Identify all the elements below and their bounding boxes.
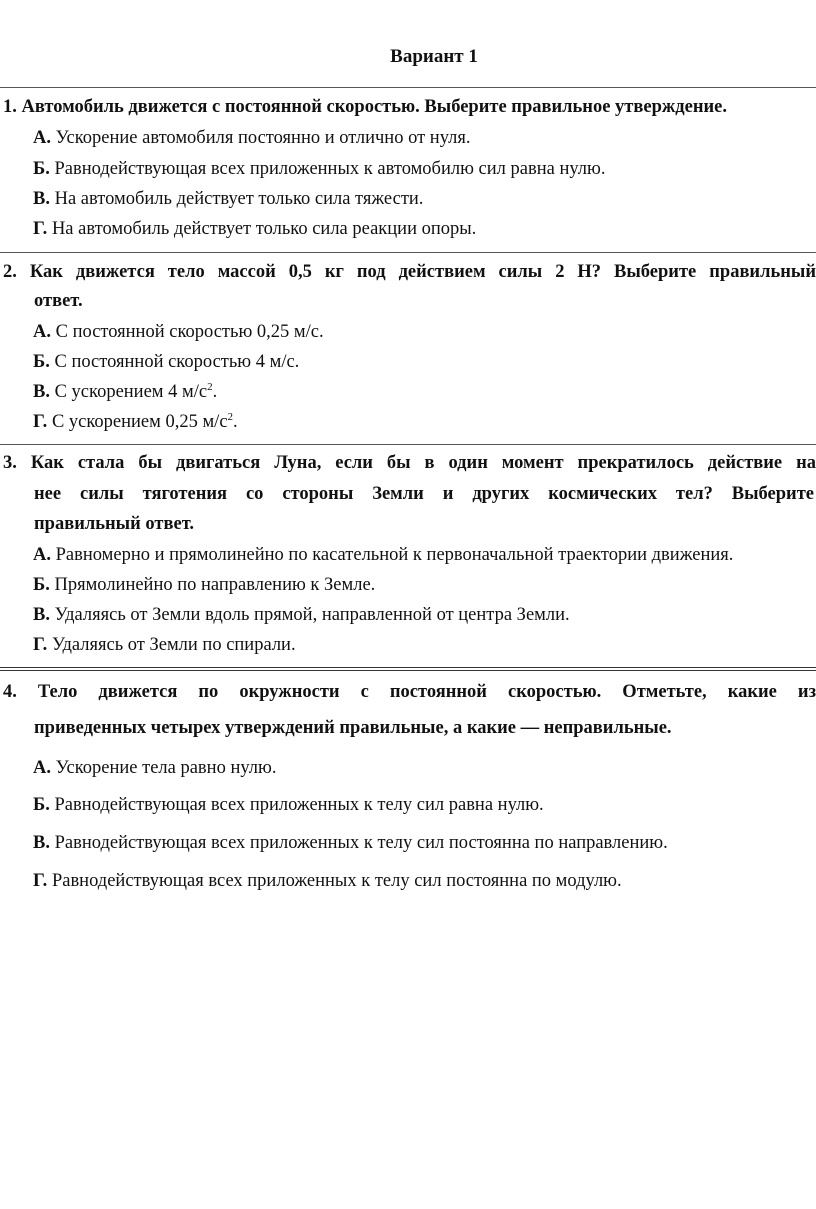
option-letter: В. (33, 189, 50, 209)
answer-option (33, 215, 476, 243)
option-letter: Б. (33, 352, 50, 372)
question-4 (3, 678, 816, 706)
option-text: На автомобиль действует только сила тяжести. (54, 189, 424, 209)
question-3 (3, 449, 816, 477)
question-text: Автомобиль движется с постоянной скоростью. Выберите правильное утверждение. (21, 97, 728, 117)
question-number: 3. (3, 453, 17, 473)
option-text: Прямолинейно по направлению к Земле. (54, 575, 376, 595)
question-number: 1. (3, 97, 17, 117)
option-tail: . (212, 382, 218, 402)
option-letter: Г. (33, 219, 48, 239)
option-text: Равномерно и прямолинейно по касательной к первоначальной траектории движения. (55, 545, 734, 565)
question-text-line-2: ответ. (34, 291, 83, 311)
option-letter: В. (33, 605, 50, 625)
page-title: Вариант 1 (390, 46, 478, 67)
answer-option (33, 791, 544, 819)
question-1 (3, 93, 816, 121)
option-letter: Г. (33, 635, 48, 655)
option-text: Равнодействующая всех приложенных к телу сил постоянна по модулю. (51, 871, 622, 891)
answer-option (33, 829, 668, 857)
answer-option (33, 541, 733, 569)
option-letter: А. (33, 758, 51, 778)
option-text: На автомобиль действует только сила реакции опоры. (51, 219, 477, 239)
option-letter: В. (33, 382, 50, 402)
option-letter: А. (33, 545, 51, 565)
question-number: 4. (3, 682, 17, 702)
question-text-line-2: нее силы тяготения со стороны Земли и других космических тел? Выберите (34, 484, 814, 504)
option-tail: . (233, 412, 238, 432)
answer-option (33, 348, 299, 376)
option-letter: В. (33, 833, 50, 853)
answer-option (33, 754, 276, 782)
question-text-line-3: правильный ответ. (34, 514, 195, 534)
answer-option (33, 185, 423, 213)
option-letter: Б. (33, 575, 50, 595)
option-text: Равнодействующая всех приложенных к телу сил равна нулю. (54, 795, 544, 815)
option-letter: А. (33, 128, 51, 148)
option-text: С ускорением 4 м/с (54, 382, 208, 402)
option-letter: Г. (33, 412, 48, 432)
option-text: С постоянной скоростью 0,25 м/с. (55, 322, 324, 342)
option-text: Удаляясь от Земли вдоль прямой, направленной от центра Земли. (54, 605, 570, 625)
superscript: 2 (227, 411, 234, 423)
double-divider (0, 667, 816, 671)
option-letter: Б. (33, 159, 50, 179)
option-text: Ускорение тела равно нулю. (55, 758, 277, 778)
divider (0, 444, 816, 445)
answer-option (33, 631, 296, 659)
question-2 (3, 258, 816, 286)
option-text: Равнодействующая всех приложенных к телу сил постоянна по направлению. (54, 833, 668, 853)
superscript: 2 (207, 381, 213, 393)
answer-option (33, 867, 622, 895)
question-text-line-2: приведенных четырех утверждений правильные, а какие — неправильные. (34, 718, 672, 738)
option-text: Ускорение автомобиля постоянно и отлично от нуля. (55, 128, 471, 148)
question-number: 2. (3, 262, 17, 282)
answer-option (33, 408, 238, 436)
answer-option (33, 124, 471, 152)
divider (0, 252, 816, 253)
option-letter: Б. (33, 795, 50, 815)
question-text-line-1: Как стала бы двигаться Луна, если бы в один момент прекратилось действие на (30, 453, 816, 473)
divider (0, 87, 816, 88)
option-letter: А. (33, 322, 51, 342)
answer-option (33, 378, 217, 406)
question-text-line-2-wrap (34, 480, 814, 508)
option-text: Удаляясь от Земли по спирали. (51, 635, 296, 655)
question-text-line-1: Как движется тело массой 0,5 кг под действием силы 2 Н? Выберите правильный (29, 262, 816, 282)
option-letter: Г. (33, 871, 48, 891)
answer-option (33, 318, 324, 346)
answer-option (33, 601, 570, 629)
option-text: С ускорением 0,25 м/с (51, 412, 228, 432)
option-text: С постоянной скоростью 4 м/с. (54, 352, 300, 372)
question-text-line-1: Тело движется по окружности с постоянной скоростью. Отметьте, какие из (37, 682, 816, 702)
answer-option (33, 155, 605, 183)
option-text: Равнодействующая всех приложенных к автомобилю сил равна нулю. (54, 159, 606, 179)
answer-option (33, 571, 375, 599)
